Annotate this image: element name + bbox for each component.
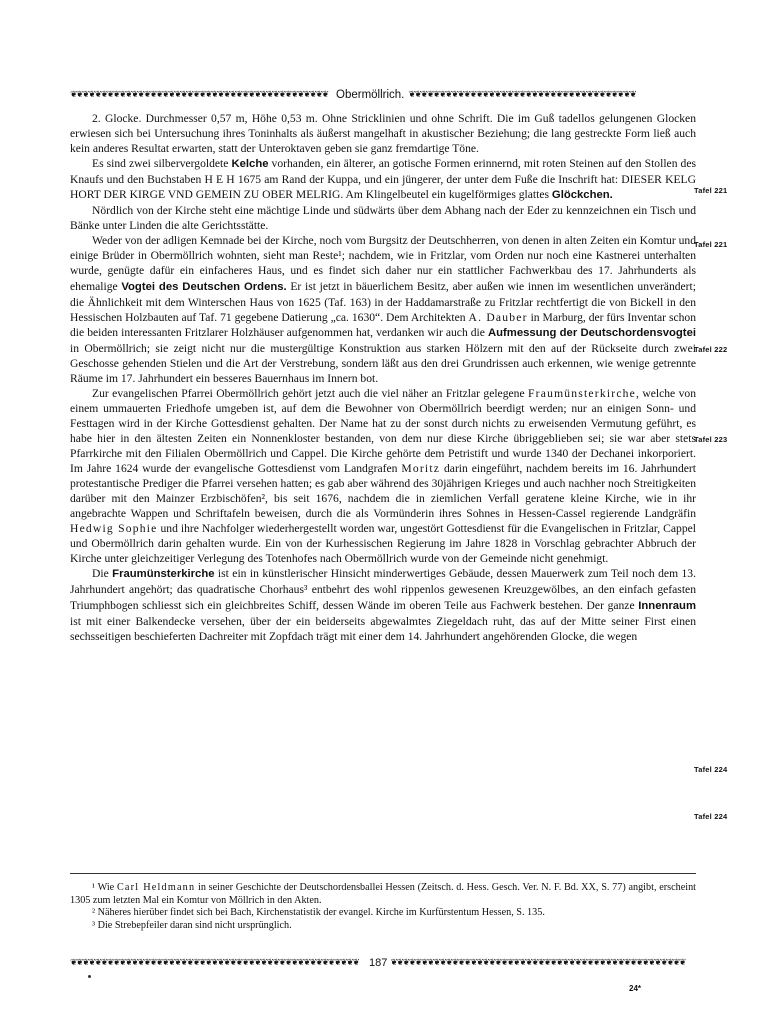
footer-ornament-left-icon: ❦❦❦❦❦❦❦❦❦❦❦❦❦❦❦❦❦❦❦❦❦❦❦❦❦❦❦❦❦❦❦❦❦❦❦❦❦❦❦❦❦❦❦❦❦❦❦ [70, 958, 359, 968]
footnote-1: ¹ Wie Carl Heldmann in seiner Geschichte der Deutschordensballei Hessen (Zeitsch. d. Hess. Gesch. Ver. N. F. Bd. XX, S. 77) angibt, erscheint 1305 zum letzten Mal ein Komtur von Möllrich in den Akten. [70, 882, 697, 906]
page-footer [70, 957, 696, 969]
paragraph-parish: Zur evangelischen Pfarrei Obermöllrich gehört jetzt auch die viel näher an Fritzlar gelegene Fraumünsterkirche, welche von einem ummauerten Friedhofe umgeben ist, auf dem die Bewohner von Obermöllrich beerdigt werden; nur an einigen Sonn- und Festtagen wird in der Kirche Gottesdienst gehalten. Der Name hat zu der sonst durch nichts zu erweisenden Vermutung geführt, es habe hier in den ältesten Zeiten ein Nonnenkloster bestanden, von dem nur diese Kirche übriggeblieben sei; sie war aber stets Pfarrkirche mit den Filialen Obermöllrich und Cappel. Die Kirche gehörte dem Petristift und wurde 1340 der Dechanei inkorporiert. Im Jahre 1624 wurde der evangelische Gottesdienst vom Landgrafen Moritz darin eingeführt, nachdem bereits im 16. Jahrhundert protestantische Prediger die Pfarrei versehen hatten; es gab aber während des 30jährigen Krieges und auch nachher noch Streitigkeiten darüber mit den Mainzer Erzbischöfen², bis seit 1676, nachdem die in ziemlichen Verfall geratene kleine Kirche, wie in ihr angebrachte Wappen und Schriftafeln beweisen, durch die als Vormünderin ihres Sohnes in Hessen-Cassel regierende Landgräfin Hedwig Sophie und ihre Nachfolger wiederhergestellt worden war, ungestört Gottesdienst für die Evangelischen in Fritzlar, Cappel und Obermöllrich darin gehalten wurde. Ein von der Kurhessischen Regierung im Jahre 1828 in Vorschlag gebrachter Abbruch der Kirche unter gleichzeitiger Verlegung des Totenhofes nach Obermöllrich wurde von der Gemeinde nicht genehmigt. [70, 386, 696, 566]
term-vogtei: Vogtei des Deutschen Ordens. [121, 280, 287, 293]
paragraph-vogtei: Weder von der adligen Kemnade bei der Kirche, noch vom Burgsitz der Deutschherren, von denen in alten Zeiten ein Komtur und einige Brüder in Obermöllrich wohnten, sieht man Reste¹; nachdem, wie in Fritzlar, vom Orden nur noch eine Kastnerei unterhalten wurde, genügte dafür ein einfacheres Haus, und es findet sich daher nur ein stattlicher Fachwerkbau des 17. Jahrhunderts als ehemalige Vogtei des Deutschen Ordens. Er ist jetzt in bäuerlichem Besitz, aber außen wie innen im wesentlichen unverändert; die Ähnlichkeit mit dem Winterschen Haus von 1625 (Taf. 163) in der Haddamarstraße zu Fritzlar rechtfertigt die von Bickell in den Hessischen Holzbauten auf Taf. 71 gegebene Datierung „ca. 1630“. Dem Architekten A. Dauber in Marburg, der fürs Inventar schon die beiden interessanten Fritzlarer Holzhäuser aufgenommen hat, verdanken wir auch die Aufmessung der Deutschordensvogtei in Obermöllrich; sie zeigt nicht nur die mustergültige Konstruktion aus starken Hölzern mit den auf der Rückseite durch zwei Geschosse gehenden Stielen und die Art der Verstrebung, sondern läßt aus den drei Grundrissen auch erkennen, wie wenige getrennte Räume im 17. Jahrhundert ein besseres Bauernhaus im Innern bot. [70, 234, 696, 385]
speck-icon [88, 975, 91, 978]
person-moritz: Moritz [401, 462, 441, 476]
footnote-3: ³ Die Strebepfeiler daran sind nicht ursprünglich. [92, 919, 292, 931]
paragraph-bell: 2. Glocke. Durchmesser 0,57 m, Höhe 0,53 m. Ohne Stricklinien und ohne Schrift. Die im Guß tadellos gelungenen Glocken erwiesen sich bei Untersuchung ihres Toninhalts als äußerst mangelhaft in akustischer Beziehung; die lang gestreckte Form ließ auch kein anderes Resultat erwarten, statt der Unteroktaven geben sie ganz fremdartige Töne. [70, 112, 696, 156]
person-dauber: A. Dauber [468, 310, 528, 324]
margin-note-tafel-224b: Tafel 224 [694, 812, 728, 821]
term-fraumuensterkirche: Fraumünsterkirche [528, 386, 637, 400]
term-gloeckchen: Glöckchen. [551, 189, 613, 202]
term-kelche: Kelche [231, 158, 269, 171]
term-aufmessung: Aufmessung der Deutschordensvogtei [487, 326, 696, 339]
margin-note-tafel-221: Tafel 221 [694, 186, 728, 195]
page-number: 187 [369, 957, 388, 969]
margin-note-tafel-224: Tafel 224 [694, 765, 728, 774]
ornament-right-icon: ❦❦❦❦❦❦❦❦❦❦❦❦❦❦❦❦❦❦❦❦❦❦❦❦❦❦❦❦❦❦❦❦❦❦❦❦❦ [408, 90, 636, 100]
margin-note-tafel-222: Tafel 222 [694, 345, 728, 354]
footnote-rule [70, 873, 696, 874]
ornament-left-icon: ❦❦❦❦❦❦❦❦❦❦❦❦❦❦❦❦❦❦❦❦❦❦❦❦❦❦❦❦❦❦❦❦❦❦❦❦❦❦❦❦❦❦ [70, 90, 328, 100]
margin-note-tafel-223: Tafel 223 [694, 435, 728, 444]
paragraph-building: Die Fraumünsterkirche ist ein in künstlerischer Hinsicht minderwertiges Gebäude, dessen Mauerwerk zum Teil noch dem 13. Jahrhundert angehört; das quadratische Chorhaus³ entbehrt des wohl rippenlos gewesenen Kreuzgewölbes, an den einfach gefasten Triumphbogen schliesst sich ein gleichbreites Schiff, dessen Wände im oberen Teile aus Fachwerk bestehen. Der ganze Innenraum ist mit einer Balkendecke versehen, über der ein beiderseits abgewalmtes Ziegeldach ruht, das auf der Mitte seiner First einen sechsseitigen beschieferten Dachreiter mit Zopfdach trägt mit einer dem 14. Jahrhundert angehörenden Glocke, die wegen [70, 567, 697, 643]
person-heldmann: Carl Heldmann [116, 882, 196, 893]
margin-note-tafel-221b: Tafel 221 [694, 240, 728, 249]
paragraph-linden: Nördlich von der Kirche steht eine mächtige Linde und südwärts über dem Abhang nach der Eder zu kennzeichnen ein Tisch und Bänke unter Linden die alte Gerichtsstätte. [70, 204, 696, 233]
signature-mark: 24* [629, 984, 642, 993]
footnotes [70, 882, 696, 932]
person-hedwig-sophie: Hedwig Sophie [70, 522, 158, 536]
running-title: Obermöllrich. [336, 89, 405, 101]
term-fraumuensterkirche-2: Fraumünsterkirche [112, 568, 215, 581]
term-innenraum: Innenraum [638, 599, 696, 612]
page-header [70, 86, 696, 104]
main-text [70, 111, 696, 644]
paragraph-chalices: Es sind zwei silbervergoldete Kelche vorhanden, ein älterer, an gotische Formen erinnernd, mit roten Steinen auf den Stollen des Knaufs und den Buchstaben H E H 1675 am Rand der Kuppa, und ein jüngerer, der unter dem Fuße die Inschrift hat: DIESER KELG HORT DER KIRGE VND GEMEIN ZU OBER MELRIG. Am Klingelbeutel ein kugelförmiges glattes Glöckchen. [70, 157, 696, 202]
footer-ornament-right-icon: ❦❦❦❦❦❦❦❦❦❦❦❦❦❦❦❦❦❦❦❦❦❦❦❦❦❦❦❦❦❦❦❦❦❦❦❦❦❦❦❦❦❦❦❦❦❦❦❦ [390, 958, 686, 968]
footnote-2: ² Näheres hierüber findet sich bei Bach, Kirchenstatistik der evangel. Kirche im Kurfürstentum Hessen, S. 135. [92, 907, 545, 919]
